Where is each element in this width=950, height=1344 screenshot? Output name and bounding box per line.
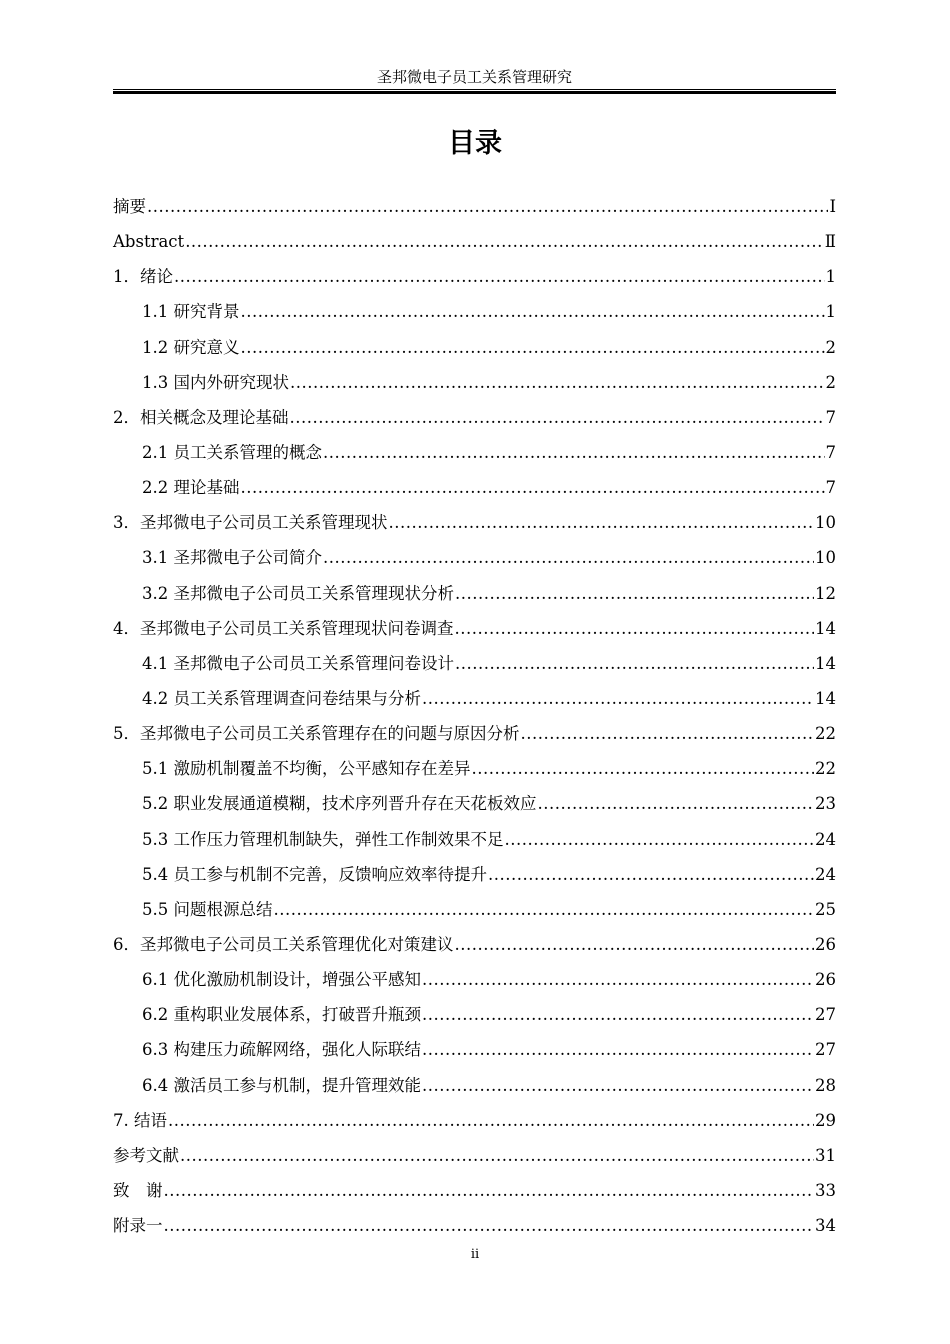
toc-entry-page: 12 (815, 583, 836, 603)
toc-dot-leader (185, 224, 824, 259)
toc-entry-label: 5.1 激励机制覆盖不均衡，公平感知存在差异 (142, 759, 471, 779)
toc-entry-label: 2.2 理论基础 (142, 478, 240, 498)
toc-dot-leader (505, 822, 815, 857)
toc-entry-label: 6．圣邦微电子公司员工关系管理优化对策建议 (113, 934, 454, 954)
toc-entry-label: 4.1 圣邦微电子公司员工关系管理问卷设计 (142, 653, 454, 673)
toc-entry-label: 3．圣邦微电子公司员工关系管理现状 (113, 513, 388, 533)
toc-entry-page: 23 (815, 794, 836, 814)
table-of-contents (113, 189, 836, 1243)
toc-dot-leader (389, 505, 815, 540)
toc-dot-leader (180, 1138, 814, 1173)
toc-entry[interactable] (113, 259, 836, 294)
toc-entry-page: 7 (825, 478, 836, 498)
toc-entry-page: 34 (815, 1216, 836, 1236)
toc-entry-label: 摘要 (113, 197, 146, 216)
toc-dot-leader (422, 1032, 814, 1067)
toc-dot-leader (422, 997, 814, 1032)
page-number: ii (470, 1247, 480, 1262)
toc-entry[interactable] (113, 1173, 836, 1208)
toc-entry[interactable] (113, 505, 836, 540)
toc-entry-page: 2 (825, 337, 836, 357)
toc-entry-label: 附录一 (113, 1216, 163, 1236)
toc-entry-label: 3.1 圣邦微电子公司简介 (142, 548, 322, 568)
toc-dot-leader (164, 1173, 815, 1208)
toc-entry[interactable] (113, 751, 836, 786)
toc-entry[interactable] (113, 716, 836, 751)
toc-entry-page: Ⅱ (824, 232, 836, 252)
toc-dot-leader (290, 365, 825, 400)
toc-entry-page: 27 (815, 1005, 836, 1025)
toc-entry[interactable] (113, 962, 836, 997)
toc-entry[interactable] (113, 681, 836, 716)
toc-dot-leader (455, 576, 814, 611)
toc-dot-leader (164, 1208, 815, 1243)
toc-entry-page: Ⅰ (829, 197, 836, 216)
toc-entry-page: 22 (815, 724, 836, 744)
toc-entry-page: 2 (825, 372, 836, 392)
toc-entry-label: 1.1 研究背景 (142, 302, 240, 322)
toc-entry-page: 10 (815, 548, 836, 568)
toc-entry[interactable] (113, 822, 836, 857)
toc-dot-leader (455, 646, 814, 681)
toc-entry-label: 致 谢 (113, 1180, 163, 1200)
toc-entry-label: 5.5 问题根源总结 (142, 899, 273, 919)
toc-dot-leader (472, 751, 815, 786)
toc-entry-label: 2．相关概念及理论基础 (113, 407, 289, 427)
toc-entry[interactable] (113, 611, 836, 646)
toc-entry[interactable] (113, 1138, 836, 1173)
toc-entry[interactable] (113, 365, 836, 400)
toc-title: 目录 (448, 128, 502, 159)
toc-dot-leader (422, 681, 814, 716)
toc-entry-page: 33 (815, 1180, 836, 1200)
toc-entry-page: 7 (825, 442, 836, 462)
toc-entry-label: 2.1 员工关系管理的概念 (142, 442, 322, 462)
toc-entry[interactable] (113, 576, 836, 611)
toc-entry-label: 5.2 职业发展通道模糊，技术序列晋升存在天花板效应 (142, 794, 537, 814)
toc-dot-leader (521, 716, 815, 751)
toc-dot-leader (538, 786, 815, 821)
toc-entry-label: 6.3 构建压力疏解网络，强化人际联结 (142, 1040, 421, 1060)
toc-dot-leader (174, 259, 825, 294)
toc-entry-page: 14 (815, 618, 836, 638)
toc-entry[interactable] (113, 892, 836, 927)
toc-dot-leader (323, 540, 814, 575)
toc-dot-leader (290, 400, 825, 435)
toc-entry[interactable] (113, 1103, 836, 1138)
toc-dot-leader (241, 470, 825, 505)
toc-entry-page: 28 (815, 1075, 836, 1095)
toc-entry-page: 29 (815, 1110, 836, 1130)
toc-entry[interactable] (113, 470, 836, 505)
toc-entry[interactable] (113, 1032, 836, 1067)
toc-entry-label: 5.3 工作压力管理机制缺失，弹性工作制效果不足 (142, 829, 504, 849)
running-header: 圣邦微电子员工关系管理研究 (376, 68, 572, 86)
toc-entry[interactable] (113, 927, 836, 962)
toc-entry-label: 1.3 国内外研究现状 (142, 372, 289, 392)
toc-entry-label: 7. 结语 (113, 1110, 167, 1130)
toc-entry-label: 1.2 研究意义 (142, 337, 240, 357)
toc-entry[interactable] (113, 786, 836, 821)
toc-entry[interactable] (113, 224, 836, 259)
toc-entry[interactable] (113, 1208, 836, 1243)
toc-dot-leader (422, 962, 814, 997)
toc-entry[interactable] (113, 400, 836, 435)
toc-entry-page: 1 (825, 267, 836, 287)
toc-entry-page: 22 (815, 759, 836, 779)
toc-entry-label: 4.2 员工关系管理调查问卷结果与分析 (142, 688, 421, 708)
toc-entry-page: 10 (815, 513, 836, 533)
toc-entry[interactable] (113, 857, 836, 892)
toc-entry-page: 1 (825, 302, 836, 322)
toc-entry[interactable] (113, 189, 836, 224)
toc-entry-label: 1．绪论 (113, 267, 173, 287)
toc-entry-page: 7 (825, 407, 836, 427)
toc-entry-page: 26 (815, 934, 836, 954)
toc-dot-leader (168, 1103, 814, 1138)
toc-dot-leader (488, 857, 814, 892)
header-rule (113, 89, 836, 94)
toc-dot-leader (422, 1068, 814, 1103)
toc-entry[interactable] (113, 540, 836, 575)
toc-entry-page: 31 (815, 1145, 836, 1165)
toc-entry[interactable] (113, 330, 836, 365)
toc-entry-page: 14 (815, 688, 836, 708)
toc-entry-label: 6.1 优化激励机制设计，增强公平感知 (142, 970, 421, 990)
toc-dot-leader (455, 611, 815, 646)
toc-entry-label: 5.4 员工参与机制不完善，反馈响应效率待提升 (142, 864, 487, 884)
toc-entry[interactable] (113, 997, 836, 1032)
toc-dot-leader (147, 189, 828, 224)
toc-entry-label: 4．圣邦微电子公司员工关系管理现状问卷调查 (113, 618, 454, 638)
toc-entry-label: 参考文献 (113, 1145, 179, 1165)
toc-entry[interactable] (113, 294, 836, 329)
toc-dot-leader (241, 330, 825, 365)
toc-entry-page: 26 (815, 970, 836, 990)
toc-entry-label: 6.2 重构职业发展体系，打破晋升瓶颈 (142, 1005, 421, 1025)
toc-entry-page: 24 (815, 864, 836, 884)
toc-dot-leader (455, 927, 815, 962)
toc-entry-label: 3.2 圣邦微电子公司员工关系管理现状分析 (142, 583, 454, 603)
toc-entry-page: 24 (815, 829, 836, 849)
toc-entry-page: 14 (815, 653, 836, 673)
toc-dot-leader (323, 435, 825, 470)
toc-entry[interactable] (113, 1068, 836, 1103)
toc-entry-page: 27 (815, 1040, 836, 1060)
toc-dot-leader (274, 892, 815, 927)
toc-entry-label: 5．圣邦微电子公司员工关系管理存在的问题与原因分析 (113, 724, 520, 744)
toc-entry-label: 6.4 激活员工参与机制，提升管理效能 (142, 1075, 421, 1095)
toc-entry-label: Abstract (113, 232, 185, 252)
toc-dot-leader (241, 294, 825, 329)
toc-entry[interactable] (113, 646, 836, 681)
toc-entry[interactable] (113, 435, 836, 470)
toc-entry-page: 25 (815, 899, 836, 919)
